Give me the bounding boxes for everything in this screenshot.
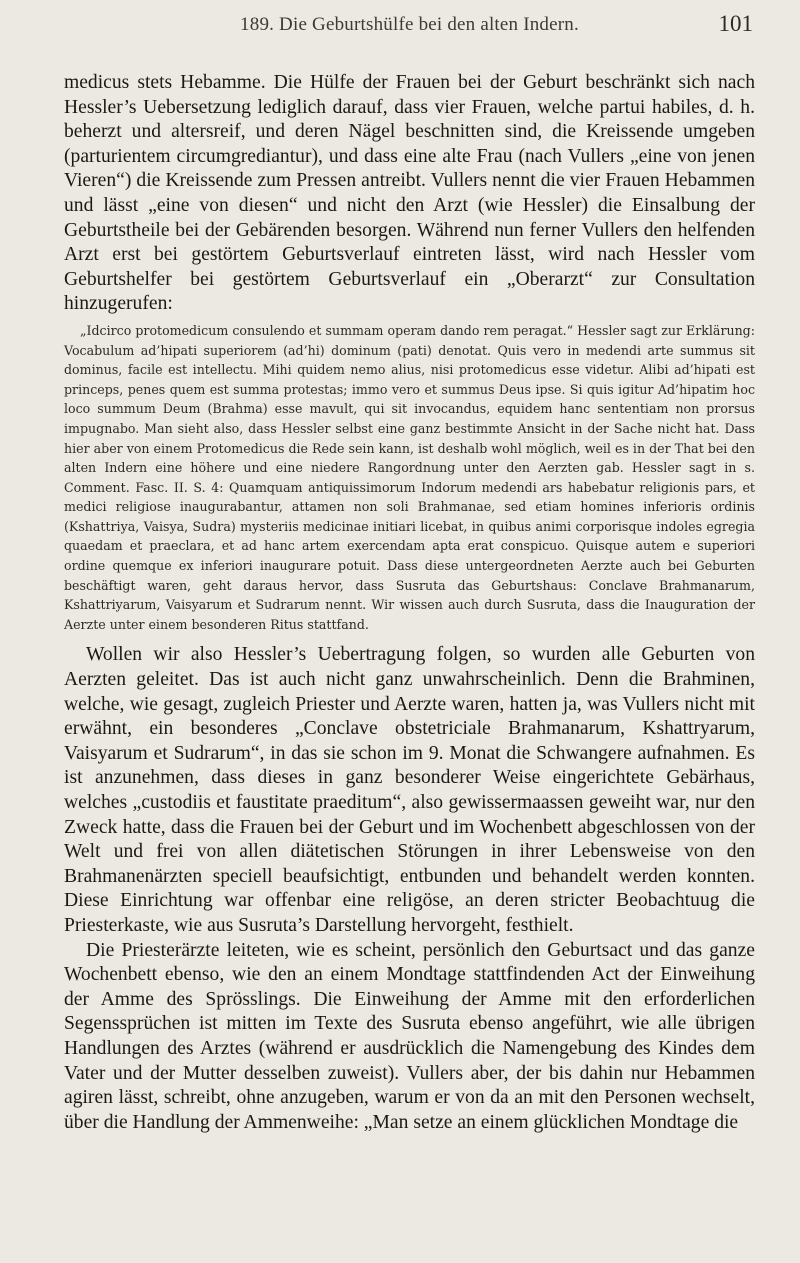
page-number: 101 — [718, 11, 753, 36]
running-header — [64, 8, 755, 42]
quoted-footnote-block: „Idcirco protomedicum consulendo et summam operam dando rem peragat.“ Hessler sagt zur Erklärung: Vocabulum ad’hipati superiorem (ad’hi) dominum (pati) denotat. Quis vero in medendi arte summus sit dominus, facile est intellectu. Mihi quidem nemo alius, nisi protomedicus esse videtur. Alibi ad’hipati est princeps, penes quem est summa protestas; immo vero et summus Deus ipse. Si quis igitur Ad’hipatim hoc loco summum Deum (Brahma) esse mavult, qui sit invocandus, equidem hanc sententiam non prorsus impugnabo. Man sieht also, dass Hessler selbst eine ganz bestimmte Ansicht in der Sache nicht hat. Dass hier aber von einem Protomedicus die Rede sein kann, ist deshalb wohl möglich, weil es in der That bei den alten Indern eine höhere und eine niedere Rangordnung unter den Aerzten gab. Hessler sagt in s. Comment. Fasc. II. S. 4: Quamquam antiquissimorum Indorum medendi ars habebatur religionis pars, et medici religiose inaugurabantur, attamen non soli Brahmanae, sed etiam homines inferioris ordinis (Kshattriya, Vaisya, Sudra) mysteriis medicinae initiari licebat, in quibus animi corporisque indoles egregia quaedam et praeclara, et ad hanc artem exercendam apta erat conspicuo. Quisque autem e superiori ordine quemque ex inferiori inaugurare potuit. Dass diese untergeordneten Aerzte auch bei Geburten beschäftigt waren, geht daraus hervor, dass Susruta das Geburtshaus: Conclave Brahmanarum, Kshattriyarum, Vaisyarum et Sudrarum nennt. Wir wissen auch durch Susruta, dass die Inauguration der Aerzte unter einem besonderen Ritus stattfand. — [64, 322, 755, 632]
running-title: 189. Die Geburtshülfe bei den alten Indern. — [240, 14, 579, 35]
paragraph-priest-physicians: Die Priesterärzte leiteten, wie es scheint, persönlich den Geburtsact und das ganze Wochenbett ebenso, wie den an einem Mondtage stattfindenden Act der Einweihung der Amme des Sprösslings. Die Einweihung der Amme mit den erforderlichen Segenssprüchen ist mitten im Texte des Susruta ebenso angeführt, wie alle übrigen Handlungen des Arztes (während er ausdrücklich die Namengebung des Kindes dem Vater und der Mutter desselben zuweist). Vullers aber, der bis dahin nur Hebammen agiren lässt, schreibt, ohne anzugeben, warum er von da an mit den Personen wechselt, über die Handlung der Ammenweihe: „Man setze an einem glücklichen Mondtage die — [64, 939, 755, 1133]
paragraph-opening: medicus stets Hebamme. Die Hülfe der Frauen bei der Geburt beschränkt sich nach Hessler’s Uebersetzung lediglich darauf, dass vier Frauen, welche partui habiles, d. h. beherzt und altersreif, und deren Nägel beschnitten sind, die Kreissende umgeben (parturientem circumgrediantur), und dass eine alte Frau (nach Vullers „eine von jenen Vieren“) die Kreissende zum Pressen antreibt. Vullers nennt die vier Frauen Hebammen und lässt „eine von diesen“ und nicht den Arzt (wie Hessler) die Einsalbung der Geburtstheile bei der Gebärenden besorgen. Während nun ferner Vullers den helfenden Arzt erst bei gestörtem Geburtsverlauf eintreten lässt, wird nach Hessler vom Geburtshelfer bei gestörtem Geburtsverlauf ein „Oberarzt“ zur Consultation hinzugerufen: — [64, 72, 755, 315]
body-text — [64, 71, 755, 1135]
paragraph-hessler-translation: Wollen wir also Hessler’s Uebertragung folgen, so wurden alle Geburten von Aerzten geleitet. Das ist auch nicht ganz unwahrscheinlich. Denn die Brahminen, welche, wie gesagt, zugleich Priester und Aerzte waren, hatten ja, was Vullers nicht mit erwähnt, ein besonderes „Conclave obstetriciale Brahmanarum, Kshattryarum, Vaisyarum et Sudrarum“, in das sie schon im 9. Monat die Schwangere aufnahmen. Es ist anzunehmen, dass dieses in ganz besonderer Weise eingerichtete Gebärhaus, welches „custodiis et faustitate praeditum“, also gewissermaassen geweiht war, nur den Zweck hatte, dass die Frauen bei der Geburt und im Wochenbett abgeschlossen von der Welt und frei von allen diätetischen Störungen in ihrer Lebensweise von den Brahmanenärzten speciell beaufsichtigt, entbunden und behandelt werden konnten. Diese Einrichtung war offenbar eine religöse, an deren stricter Beobachtuug die Priesterkaste, wie aus Susruta’s Darstellung hervorgeht, festhielt. — [64, 644, 755, 936]
